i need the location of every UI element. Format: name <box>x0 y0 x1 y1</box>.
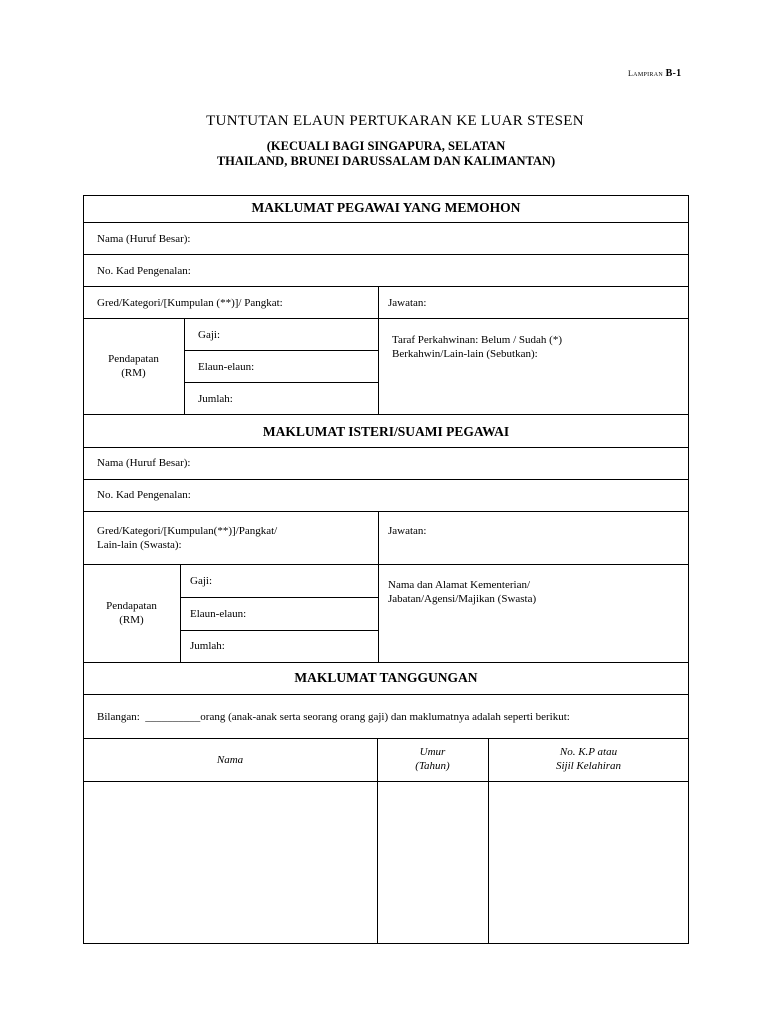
rule <box>83 254 689 255</box>
rule <box>184 318 185 414</box>
rule <box>83 564 689 565</box>
rule <box>83 447 689 448</box>
lampiran-label <box>628 68 681 79</box>
rule <box>378 511 379 662</box>
field-nama-pasangan[interactable]: Nama (Huruf Besar): <box>97 457 191 469</box>
pendapatan-line-1: Pendapatan <box>106 600 157 612</box>
dependent-name-cell[interactable] <box>84 782 376 943</box>
rule <box>180 630 378 631</box>
rule <box>83 479 689 480</box>
umur-line-2: (Tahun) <box>415 760 450 772</box>
bilangan-prefix: Bilangan: <box>97 711 140 723</box>
dependent-age-cell[interactable] <box>378 782 487 943</box>
field-bilangan[interactable] <box>97 710 570 724</box>
rule <box>180 597 378 598</box>
field-jawatan-pegawai[interactable]: Jawatan: <box>388 297 427 309</box>
pendapatan-line-2: (RM) <box>119 614 144 626</box>
field-gaji-pasangan[interactable]: Gaji: <box>190 575 212 587</box>
form-title: TUNTUTAN ELAUN PERTUKARAN KE LUAR STESEN <box>206 113 584 129</box>
field-majikan-pasangan[interactable] <box>388 578 536 606</box>
field-elaun-pegawai[interactable]: Elaun-elaun: <box>198 361 255 373</box>
field-kp-pasangan[interactable]: No. Kad Pengenalan: <box>97 489 191 501</box>
bilangan-suffix: orang (anak-anak serta seorang orang gaji) dan maklumatnya adalah seperti berikut: <box>200 711 570 723</box>
kp-line-2: Sijil Kelahiran <box>555 760 622 772</box>
rule <box>180 564 181 662</box>
pendapatan-label-pasangan <box>83 599 180 627</box>
rule <box>83 662 689 663</box>
field-gaji-pegawai[interactable]: Gaji: <box>198 329 220 341</box>
dependent-id-cell[interactable] <box>489 782 688 943</box>
column-header-kp <box>488 745 689 773</box>
lampiran-prefix: Lampiran <box>628 69 663 78</box>
form-subtitle <box>0 139 768 169</box>
field-kp-pegawai[interactable]: No. Kad Pengenalan: <box>97 265 191 277</box>
section-heading-tanggungan: MAKLUMAT TANGGUNGAN <box>294 670 478 685</box>
rule <box>83 511 689 512</box>
field-elaun-pasangan[interactable]: Elaun-elaun: <box>190 608 247 620</box>
taraf-line-2: Berkahwin/Lain-lain (Sebutkan): <box>392 348 538 360</box>
majikan-line-2: Jabatan/Agensi/Majikan (Swasta) <box>388 593 537 605</box>
rule <box>83 222 689 223</box>
pendapatan-line-2: (RM) <box>121 367 146 379</box>
rule <box>83 286 689 287</box>
section-heading-pegawai: MAKLUMAT PEGAWAI YANG MEMOHON <box>251 200 521 215</box>
rule <box>184 350 378 351</box>
pendapatan-label-pegawai <box>83 352 184 380</box>
gred-line-2: Lain-lain (Swasta): <box>97 539 182 551</box>
column-header-nama: Nama <box>216 754 244 766</box>
rule <box>83 738 689 739</box>
rule <box>184 382 378 383</box>
field-jawatan-pasangan[interactable]: Jawatan: <box>388 525 427 537</box>
rule <box>83 694 689 695</box>
section-heading-pasangan: MAKLUMAT ISTERI/SUAMI PEGAWAI <box>262 424 510 439</box>
bilangan-blank[interactable]: __________ <box>145 711 201 723</box>
taraf-line-1: Taraf Perkahwinan: Belum / Sudah (*) <box>392 334 562 346</box>
field-nama-pegawai[interactable]: Nama (Huruf Besar): <box>97 233 191 245</box>
pendapatan-line-1: Pendapatan <box>108 353 159 365</box>
column-header-umur <box>377 745 488 773</box>
majikan-line-1: Nama dan Alamat Kementerian/ <box>388 579 531 591</box>
rule <box>378 286 379 414</box>
field-taraf-perkahwinan[interactable] <box>392 333 562 361</box>
field-jumlah-pegawai[interactable]: Jumlah: <box>198 393 233 405</box>
gred-line-1: Gred/Kategori/[Kumpulan(**)]/Pangkat/ <box>97 525 278 537</box>
field-gred-pasangan[interactable] <box>97 524 277 552</box>
subtitle-line-2: THAILAND, BRUNEI DARUSSALAM DAN KALIMANTAN) <box>216 154 556 168</box>
rule <box>83 318 689 319</box>
umur-line-1: Umur <box>419 746 446 758</box>
rule <box>83 414 689 415</box>
subtitle-line-1: (KECUALI BAGI SINGAPURA, SELATAN <box>266 139 506 153</box>
kp-line-1: No. K.P atau <box>559 746 618 758</box>
field-gred-pegawai[interactable]: Gred/Kategori/[Kumpulan (**)]/ Pangkat: <box>97 297 283 309</box>
field-jumlah-pasangan[interactable]: Jumlah: <box>190 640 225 652</box>
lampiran-code: B-1 <box>665 68 682 79</box>
